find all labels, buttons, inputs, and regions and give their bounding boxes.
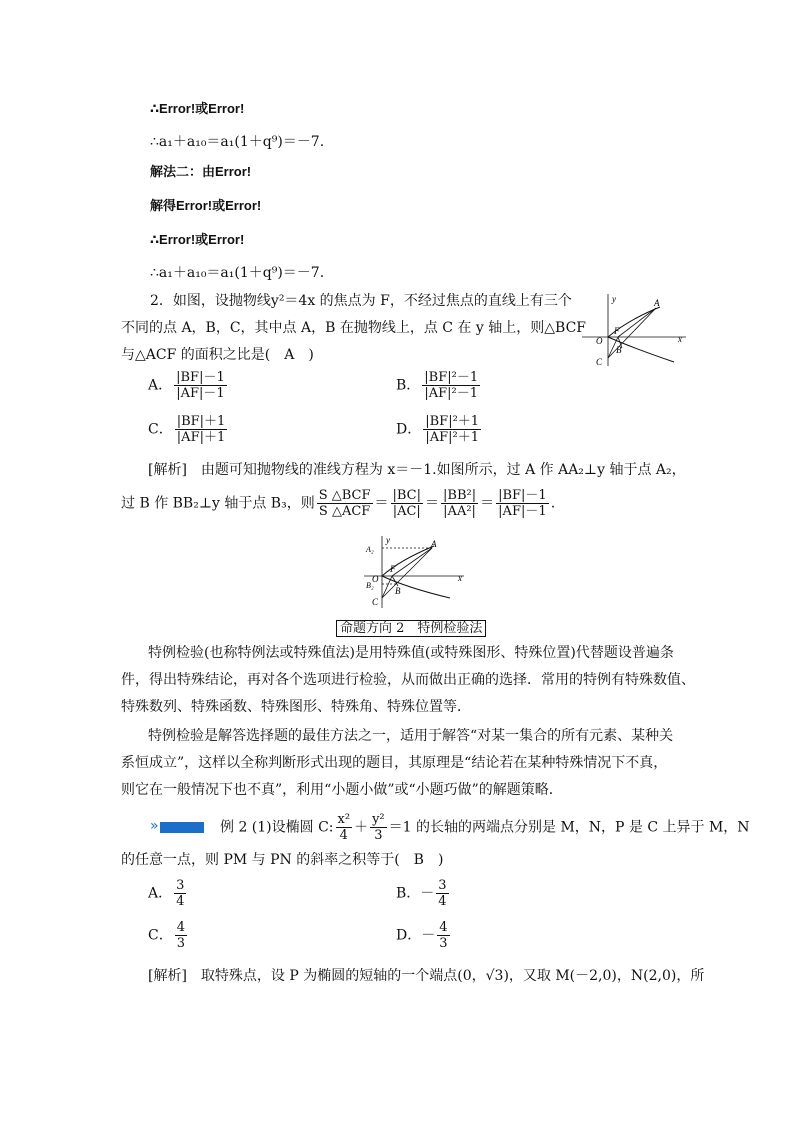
solution-pre: 过 B 作 BB₂⊥y 轴于点 B₃，则: [121, 495, 315, 512]
option-a: [148, 370, 229, 401]
equals: ＝: [425, 495, 440, 512]
frac-num: 3: [176, 878, 185, 893]
fig-label: B: [395, 586, 401, 596]
option-label: D．: [396, 927, 422, 944]
question-text: 不同的点 A，B，C，其中点 A，B 在抛物线上，点 C 在 y 轴上，则△BCF: [121, 320, 587, 336]
frac-num: |BF|＋1: [176, 414, 226, 429]
fig-label: F: [390, 564, 396, 574]
option-label: A．: [148, 885, 173, 902]
paragraph-line: 系恒成立”，这样以全称判断形式出现的题目，其原理是“结论若在某种特殊情况下不真，: [121, 755, 668, 771]
text-line: ∴a₁＋a₁₀＝a₁(1＋q⁹)＝－7.: [150, 134, 325, 150]
option-label: C．: [148, 421, 173, 438]
example-post: ＝1 的长轴的两端点分别是 M，N，P 是 C 上异于 M，N: [388, 819, 750, 836]
option-c: [148, 920, 189, 951]
fig-label: F: [614, 326, 620, 336]
fig-label: x: [458, 573, 462, 583]
frac-num: 4: [176, 920, 185, 935]
frac-num: S △BCF: [318, 488, 371, 503]
paragraph-line: 则它在一般情况下也不真”，利用“小题小做”或“小题巧做”的解题策略．: [121, 782, 563, 798]
sign: －: [421, 927, 436, 944]
fig-label: O: [372, 574, 379, 584]
option-d: [396, 920, 452, 951]
option-d: [396, 414, 483, 445]
frac-den: 4: [438, 894, 447, 909]
fig-label: A: [654, 298, 660, 308]
paragraph-line: 特例检验是解答选择题的最佳方法之一，适用于解答“对某一集合的所有元素、某种关: [148, 728, 674, 744]
frac-den: |AA²|: [443, 504, 476, 519]
option-b: [396, 370, 482, 401]
paragraph-line: 特殊数列、特殊函数、特殊图形、特殊角、特殊位置等．: [121, 699, 471, 715]
fig-label: B₂: [366, 581, 374, 590]
parabola-figure-solution: [360, 532, 468, 612]
fig-label: A: [431, 539, 437, 549]
example-pre: 例 2 (1)设椭圆 C:: [220, 819, 334, 836]
text-line: ∴Error!或Error!: [150, 101, 245, 116]
frac-num: |BF|－1: [498, 488, 547, 503]
text-line: ∴Error!或Error!: [150, 232, 245, 247]
option-label: D．: [396, 421, 422, 438]
fig-label: y: [386, 535, 390, 545]
question-text: 与△ACF 的面积之比是( A ): [121, 347, 314, 363]
example-text: 的任意一点，则 PM 与 PN 的斜率之积等于( B ): [121, 852, 444, 868]
example-tag-icon: [160, 822, 204, 833]
fig-label: B: [616, 345, 622, 355]
section-title-text: 命题方向 2 特例检验法: [336, 620, 486, 637]
paragraph-line: 特例检验(也称特例法或特殊值法)是用特殊值(或特殊图形、特殊位置)代替题设普遍条: [148, 645, 674, 661]
solution-text: [121, 488, 555, 519]
option-b: [396, 878, 451, 909]
text-line: ∴a₁＋a₁₀＝a₁(1＋q⁹)＝－7.: [150, 265, 325, 281]
frac-den: 3: [176, 936, 185, 951]
fig-label: y: [612, 294, 616, 304]
text-line: 解法二：由Error!: [150, 164, 252, 179]
text-line: 解得Error!或Error!: [150, 198, 262, 213]
example-header: [160, 812, 750, 843]
solution-text: [解析] 取特殊点，设 P 为椭圆的短轴的一个端点(0，√3)，又取 M(－2,0)，N(2,0)，所: [148, 968, 705, 984]
fig-label: x: [678, 334, 682, 344]
frac-den: S △ACF: [318, 504, 371, 519]
frac-num: 4: [439, 920, 448, 935]
fig-label: A₂: [366, 545, 374, 554]
frac-den: |AF|²－1: [424, 386, 479, 401]
option-label: B．: [396, 885, 421, 902]
frac-den: 3: [439, 936, 448, 951]
frac-num: |BF|²－1: [424, 370, 479, 385]
option-label: B．: [396, 377, 421, 394]
frac-den: |AF|－1: [498, 504, 547, 519]
frac-num: 3: [438, 878, 447, 893]
fig-label: C: [372, 597, 379, 607]
frac-num: |BC|: [392, 488, 422, 503]
option-c: [148, 414, 229, 445]
frac-den: |AC|: [392, 504, 421, 519]
frac-num: |BB²|: [443, 488, 477, 503]
frac-den: |AF|＋1: [176, 430, 226, 445]
paragraph-line: 件，得出特殊结论，再对各个选项进行检验，从而做出正确的选择．常用的特例有特殊数值、: [121, 672, 695, 688]
frac-num: |BF|²＋1: [425, 414, 480, 429]
plus: ＋: [354, 819, 369, 836]
option-label: C．: [148, 927, 173, 944]
equals: ＝: [480, 495, 495, 512]
solution-text: [解析] 由题可知抛物线的准线方程为 x＝－1.如图所示，过 A 作 AA₂⊥y 轴于点 A₂，: [148, 462, 686, 478]
fig-label: C: [596, 357, 603, 367]
sign: －: [420, 885, 435, 902]
frac-num: y²: [372, 812, 385, 827]
option-label: A．: [148, 377, 173, 394]
equals: ＝: [374, 495, 389, 512]
question-text: 2．如图，设抛物线y²＝4x 的焦点为 F，不经过焦点的直线上有三个: [150, 293, 572, 309]
option-a: [148, 878, 188, 909]
frac-den: |AF|－1: [176, 386, 225, 401]
frac-den: |AF|²＋1: [425, 430, 479, 445]
frac-den: 4: [339, 828, 348, 843]
frac-num: |BF|－1: [176, 370, 225, 385]
parabola-figure-small: [578, 290, 690, 370]
period: .: [550, 495, 556, 512]
section-title: [336, 618, 486, 639]
fig-label: O: [596, 336, 603, 346]
frac-den: 4: [176, 894, 185, 909]
frac-num: x²: [337, 812, 351, 827]
frac-den: 3: [374, 828, 383, 843]
